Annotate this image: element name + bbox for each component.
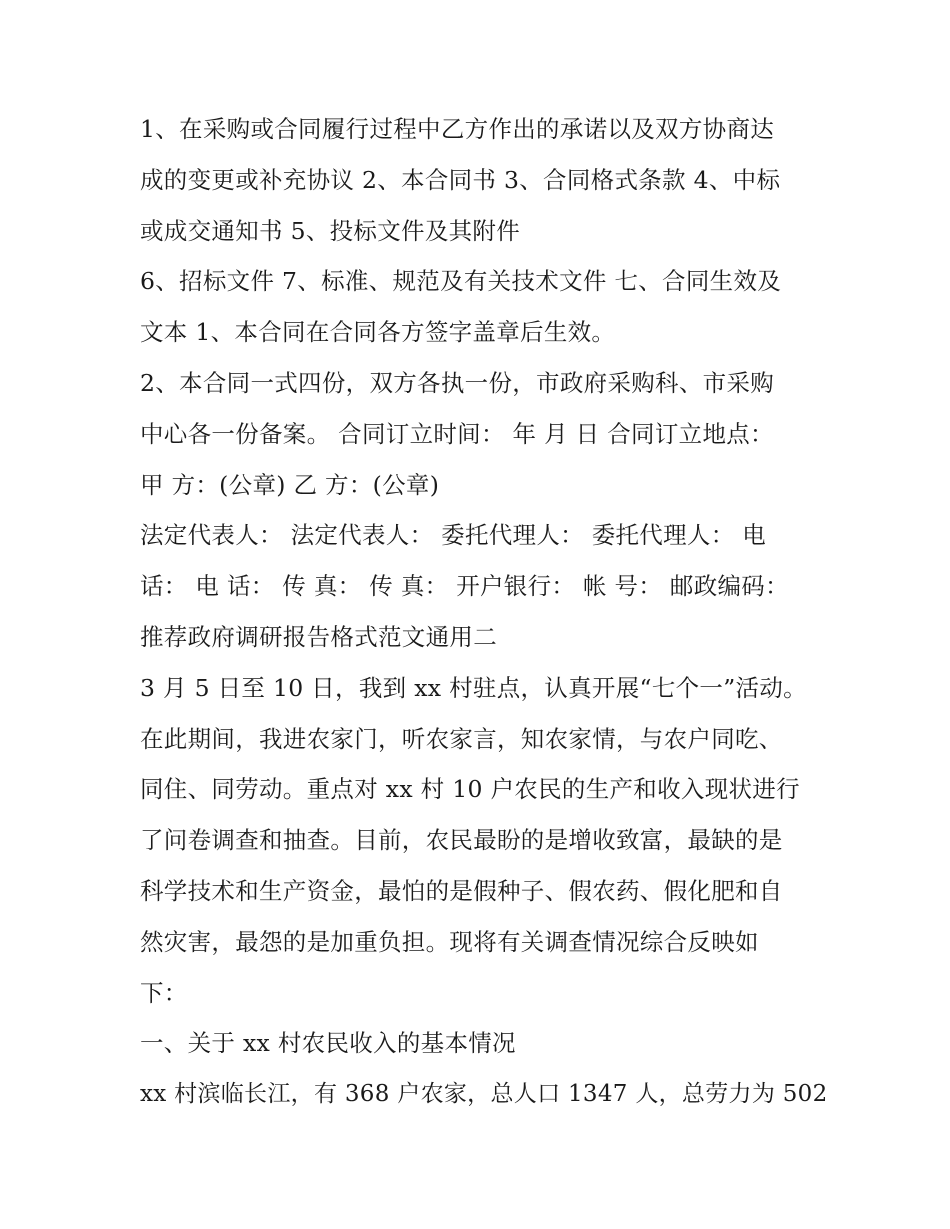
text-line: 2、本合同一式四份，双方各执一份，市政府采购科、市采购: [140, 368, 775, 397]
text-line: 中心各一份备案。 合同订立时间： 年 月 日 合同订立地点：: [140, 419, 774, 448]
text-line: 甲 方：(公章) 乙 方：(公章): [140, 470, 440, 499]
text-line: 下：: [140, 978, 188, 1007]
text-line: xx 村滨临长江，有 368 户农家，总人口 1347 人，总劳力为 502: [140, 1081, 828, 1108]
text-line: 或成交通知书 5、投标文件及其附件: [140, 216, 521, 245]
text-line: 文本 1、本合同在合同各方签字盖章后生效。: [140, 318, 616, 347]
document-body: [140, 104, 830, 1120]
text-line: 话： 电 话： 传 真： 传 真： 开户银行： 帐 号： 邮政编码：: [140, 572, 789, 601]
text-line: 了问卷调查和抽查。目前，农民最盼的是增收致富，最缺的是: [140, 826, 783, 855]
text-line: 6、招标文件 7、标准、规范及有关技术文件 七、合同生效及: [140, 267, 782, 296]
text-line: 成的变更或补充协议 2、本合同书 3、合同格式条款 4、中标: [140, 165, 781, 194]
text-line: 法定代表人： 法定代表人： 委托代理人： 委托代理人： 电: [140, 521, 767, 550]
section-heading: 一、关于 xx 村农民收入的基本情况: [140, 1029, 516, 1058]
text-line: 然灾害，最怨的是加重负担。现将有关调查情况综合反映如: [140, 927, 759, 956]
text-line: 3 月 5 日至 10 日，我到 xx 村驻点，认真开展“七个一”活动。: [140, 673, 807, 702]
text-line: 1、在采购或合同履行过程中乙方作出的承诺以及双方协商达: [140, 115, 775, 143]
text-line: 科学技术和生产资金，最怕的是假种子、假农药、假化肥和自: [140, 876, 783, 905]
section-title: 推荐政府调研报告格式范文通用二: [140, 622, 497, 651]
text-line: 在此期间，我进农家门，听农家言，知农家情，与农户同吃、: [140, 724, 783, 753]
text-line: 同住、同劳动。重点对 xx 村 10 户农民的生产和收入现状进行: [140, 775, 800, 804]
